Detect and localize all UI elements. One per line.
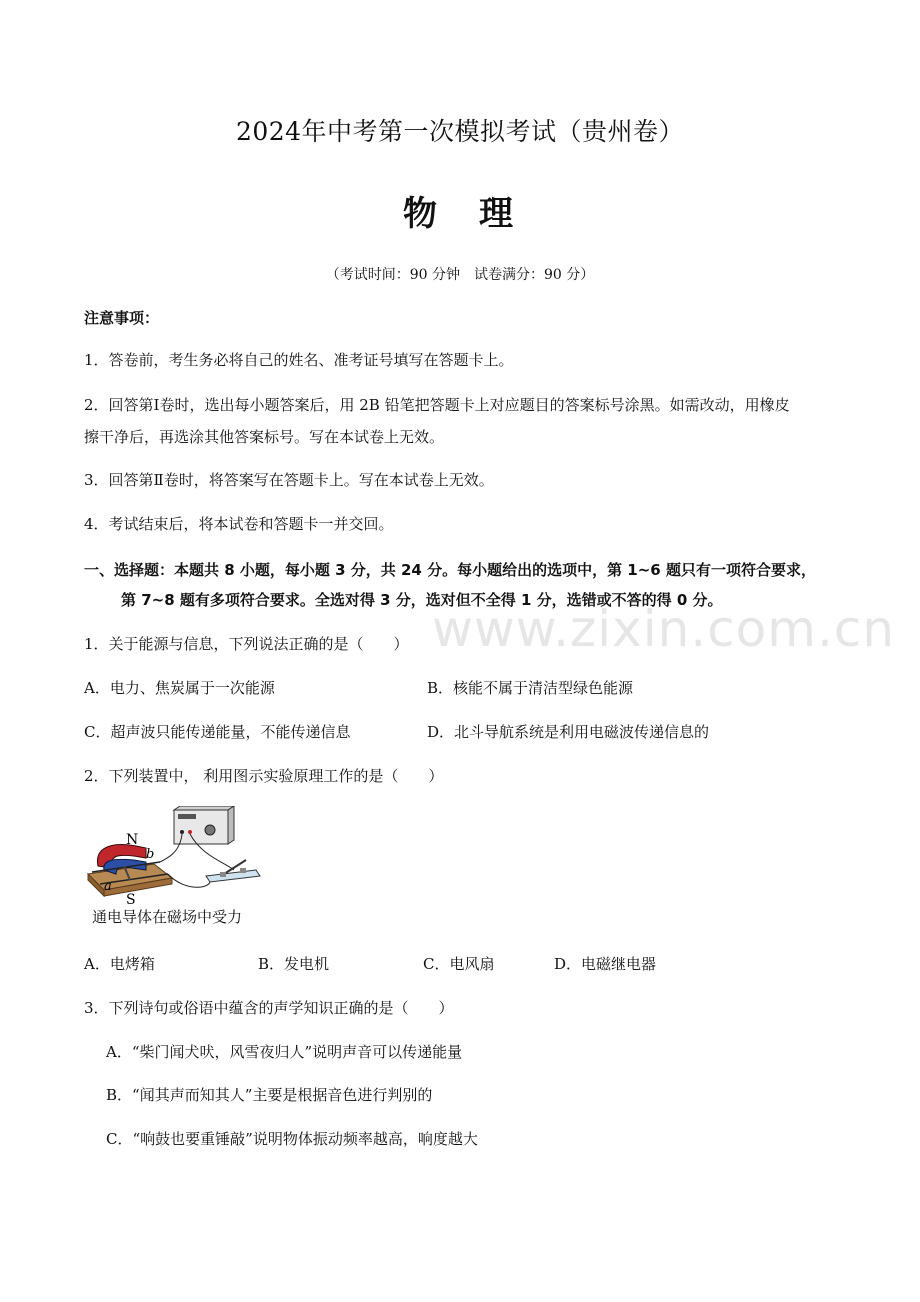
figure-label-s: S	[126, 892, 136, 906]
note-item-4: 4．考试结束后，将本试卷和答题卡一并交回。	[84, 515, 394, 533]
question-2-option-d: D．电磁继电器	[554, 955, 657, 973]
question-2-option-c: C．电风扇	[423, 955, 495, 973]
figure-caption: 通电导体在磁场中受力	[92, 908, 243, 926]
note-item-1: 1．答卷前，考生务必将自己的姓名、准考证号填写在答题卡上。	[84, 351, 514, 369]
question-1-option-c: C．超声波只能传递能量，不能传递信息	[84, 723, 351, 741]
note-item-2: 2．回答第Ⅰ卷时，选出每小题答案后，用 2B 铅笔把答题卡上对应题目的答案标号涂黑。如需改动，用橡皮	[84, 396, 790, 414]
figure-label-a: a	[104, 879, 112, 894]
watermark: www.zixin.com.cn	[432, 600, 896, 658]
question-2-stem: 2．下列装置中， 利用图示实验原理工作的是（ ）	[84, 767, 444, 785]
question-1-option-b: B．核能不属于清洁型绿色能源	[427, 679, 634, 697]
question-1-option-d: D．北斗导航系统是利用电磁波传递信息的	[427, 723, 710, 741]
question-2-option-a: A．电烤箱	[84, 955, 155, 973]
note-item-3: 3．回答第Ⅱ卷时，将答案写在答题卡上。写在本试卷上无效。	[84, 471, 494, 489]
figure-label-n: N	[126, 832, 139, 848]
question-3-option-b: B．“闻其声而知其人”主要是根据音色进行判别的	[106, 1086, 433, 1104]
figure-label-b: b	[146, 847, 155, 862]
question-3-option-a: A．“柴门闻犬吠，风雪夜归人”说明声音可以传递能量	[106, 1043, 463, 1061]
motor-principle-figure	[84, 806, 264, 906]
question-3-stem: 3．下列诗句或俗语中蕴含的声学知识正确的是（ ）	[84, 999, 454, 1017]
note-item-2-cont: 擦干净后，再选涂其他答案标号。写在本试卷上无效。	[84, 428, 445, 446]
section-heading-cont: 第 7~8 题有多项符合要求。全选对得 3 分，选对但不全得 1 分，选错或不答的得 0 分。	[121, 591, 723, 609]
question-1-stem: 1．关于能源与信息，下列说法正确的是（ ）	[84, 635, 409, 653]
subject-title: 物 理	[403, 194, 517, 234]
question-1-option-a: A．电力、焦炭属于一次能源	[84, 679, 275, 697]
question-3-option-c: C．“响鼓也要重锤敲”说明物体振动频率越高，响度越大	[106, 1130, 478, 1148]
notes-heading: 注意事项：	[84, 309, 160, 327]
question-2-option-b: B．发电机	[258, 955, 330, 973]
section-heading: 一、选择题：本题共 8 小题，每小题 3 分，共 24 分。每小题给出的选项中，第 1~6 题只有一项符合要求，	[84, 561, 816, 579]
exam-title: 2024年中考第一次模拟考试（贵州卷）	[235, 117, 685, 146]
exam-info: （考试时间：90 分钟 试卷满分：90 分）	[325, 267, 595, 283]
